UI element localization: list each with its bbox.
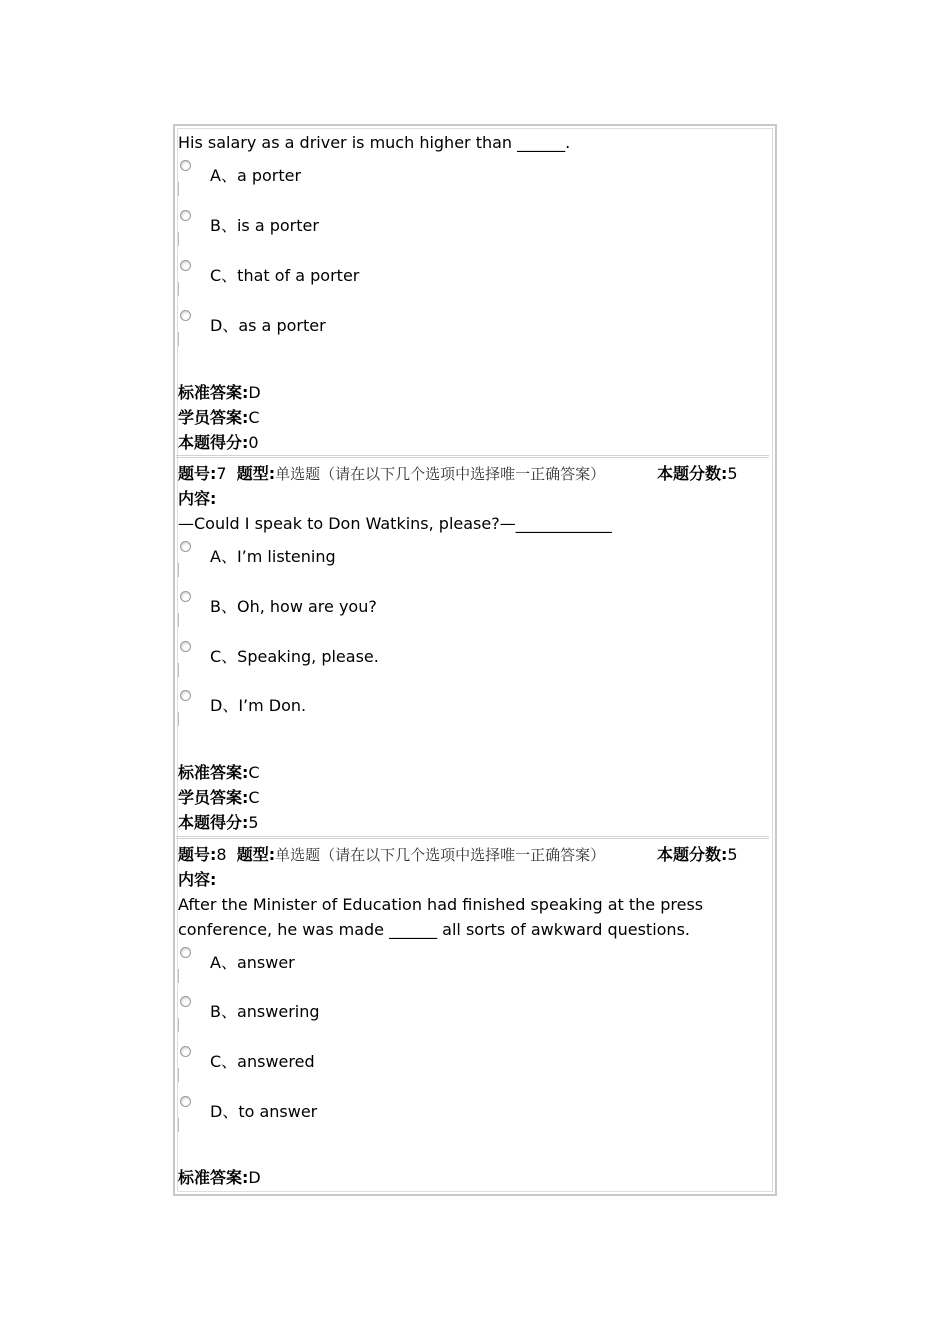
question-text: —Could I speak to Don Watkins, please?—____________	[178, 514, 612, 533]
question-score	[178, 430, 259, 455]
option-label: A、I’m listening	[210, 547, 336, 566]
points-label: 本题分数:	[657, 464, 728, 483]
question-text-line: After the Minister of Education had finished speaking at the press	[178, 895, 704, 914]
option-divider	[178, 1018, 179, 1032]
points-value: 5	[727, 845, 738, 864]
radio-option-a[interactable]	[180, 160, 191, 171]
question-number: 7	[216, 464, 227, 483]
question-type-label: 题型:	[236, 464, 276, 483]
option-label: B、answering	[210, 1002, 320, 1021]
option-label: B、Oh, how are you?	[210, 597, 377, 616]
radio-option-b[interactable]	[180, 591, 191, 602]
question-points	[657, 461, 738, 486]
student-answer-label: 学员答案:	[178, 788, 249, 807]
option-divider	[178, 663, 179, 677]
radio-option-a[interactable]	[180, 541, 191, 552]
option-divider	[178, 613, 179, 627]
question-type-label: 题型:	[236, 845, 276, 864]
option-label: C、that of a porter	[210, 266, 360, 285]
question-score	[178, 810, 259, 835]
question-header	[178, 842, 605, 868]
content-label: 内容:	[178, 870, 217, 889]
option-label: B、is a porter	[210, 216, 319, 235]
standard-answer	[178, 1165, 261, 1190]
standard-answer-value: C	[248, 763, 260, 782]
radio-option-d[interactable]	[180, 310, 191, 321]
question-text-line: conference, he was made ______ all sorts of awkward questions.	[178, 920, 690, 939]
option-label: A、a porter	[210, 166, 302, 185]
option-label: A、answer	[210, 953, 295, 972]
question-header	[178, 461, 605, 487]
radio-option-b[interactable]	[180, 210, 191, 221]
option-divider	[178, 1118, 179, 1132]
student-answer-value: C	[248, 788, 260, 807]
option-divider	[178, 712, 179, 726]
radio-option-c[interactable]	[180, 641, 191, 652]
points-label: 本题分数:	[657, 845, 728, 864]
score-label: 本题得分:	[178, 433, 249, 452]
points-value: 5	[727, 464, 738, 483]
question-type: 单选题（请在以下几个选项中选择唯一正确答案）	[275, 846, 606, 864]
student-answer-value: C	[248, 408, 260, 427]
option-divider	[178, 332, 179, 346]
radio-option-a[interactable]	[180, 947, 191, 958]
standard-answer	[178, 380, 261, 405]
option-label: C、Speaking, please.	[210, 647, 379, 666]
question-number-label: 题号:	[178, 464, 217, 483]
option-divider	[178, 182, 179, 196]
option-label: C、answered	[210, 1052, 315, 1071]
question-text: His salary as a driver is much higher than ______.	[178, 133, 571, 152]
question-number-label: 题号:	[178, 845, 217, 864]
option-label: D、as a porter	[210, 316, 326, 335]
radio-option-d[interactable]	[180, 690, 191, 701]
question-number: 8	[216, 845, 227, 864]
student-answer	[178, 785, 260, 810]
standard-answer-value: D	[248, 1168, 261, 1187]
radio-option-c[interactable]	[180, 260, 191, 271]
standard-answer-label: 标准答案:	[178, 383, 249, 402]
student-answer	[178, 405, 260, 430]
option-divider	[178, 232, 179, 246]
question-separator	[176, 455, 769, 458]
standard-answer-label: 标准答案:	[178, 763, 249, 782]
score-value: 5	[248, 813, 259, 832]
option-divider	[178, 1068, 179, 1082]
option-label: D、to answer	[210, 1102, 318, 1121]
radio-option-c[interactable]	[180, 1046, 191, 1057]
option-divider	[178, 969, 179, 983]
question-separator	[176, 836, 769, 839]
student-answer-label: 学员答案:	[178, 408, 249, 427]
standard-answer-value: D	[248, 383, 261, 402]
option-divider	[178, 563, 179, 577]
question-points	[657, 842, 738, 867]
question-type: 单选题（请在以下几个选项中选择唯一正确答案）	[275, 465, 606, 483]
option-label: D、I’m Don.	[210, 696, 307, 715]
standard-answer-label: 标准答案:	[178, 1168, 249, 1187]
radio-option-b[interactable]	[180, 996, 191, 1007]
score-value: 0	[248, 433, 259, 452]
score-label: 本题得分:	[178, 813, 249, 832]
radio-option-d[interactable]	[180, 1096, 191, 1107]
standard-answer	[178, 760, 260, 785]
content-label: 内容:	[178, 489, 217, 508]
option-divider	[178, 282, 179, 296]
